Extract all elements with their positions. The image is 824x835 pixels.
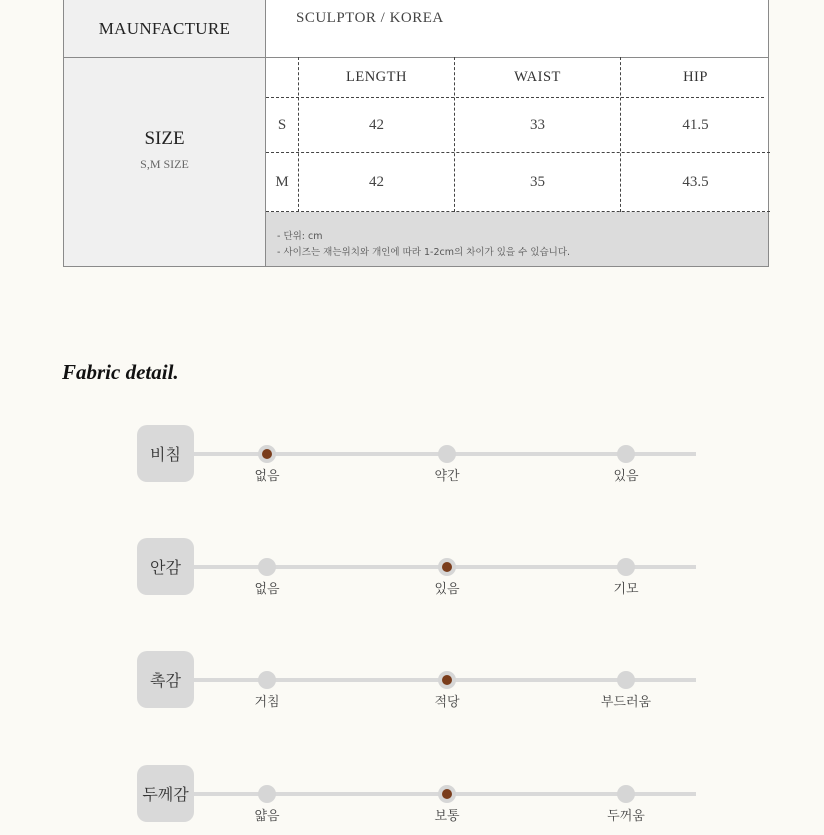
fabric-option-label: 기모 bbox=[613, 582, 639, 597]
manufacture-label: MAUNFACTURE bbox=[98, 18, 231, 38]
row-size-s: S bbox=[277, 116, 287, 133]
fabric-option-label: 없음 bbox=[254, 582, 280, 597]
fabric-option-label: 적당 bbox=[434, 695, 460, 710]
fabric-scale-dot-selected bbox=[438, 671, 456, 689]
fabric-option-label: 두꺼움 bbox=[607, 809, 645, 824]
fabric-row-label: 촉감 bbox=[137, 651, 194, 708]
fabric-option-label: 거침 bbox=[254, 695, 280, 710]
fabric-row bbox=[0, 425, 824, 495]
fabric-row bbox=[0, 651, 824, 721]
spec-table bbox=[63, 0, 769, 267]
fabric-option-label: 약간 bbox=[434, 469, 460, 484]
size-note: - 단위: cm bbox=[277, 231, 323, 242]
cell-m-length: 42 bbox=[369, 173, 384, 190]
col-header-hip: HIP bbox=[683, 68, 708, 85]
fabric-option-label: 있음 bbox=[434, 582, 460, 597]
size-label: SIZE bbox=[144, 128, 185, 149]
size-note: - 사이즈는 재는위치와 개인에 따라 1-2cm의 차이가 있을 수 있습니다. bbox=[277, 247, 571, 258]
row-size-m: M bbox=[275, 173, 289, 190]
fabric-scale-dot-selected bbox=[438, 558, 456, 576]
fabric-scale-dot bbox=[438, 445, 456, 463]
fabric-row bbox=[0, 538, 824, 608]
fabric-row bbox=[0, 765, 824, 835]
col-header-length: LENGTH bbox=[346, 68, 407, 85]
fabric-option-label: 있음 bbox=[613, 469, 639, 484]
fabric-scale-dot bbox=[258, 671, 276, 689]
fabric-scale-dot bbox=[258, 558, 276, 576]
cell-m-hip: 43.5 bbox=[682, 173, 709, 190]
cell-s-hip: 41.5 bbox=[682, 116, 709, 133]
manufacture-value: SCULPTOR / KOREA bbox=[296, 9, 444, 26]
fabric-scale-dot bbox=[617, 785, 635, 803]
fabric-option-label: 부드러움 bbox=[600, 695, 652, 710]
fabric-scale-dot-selected bbox=[258, 445, 276, 463]
cell-s-waist: 33 bbox=[530, 116, 545, 133]
fabric-detail-title: Fabric detail. bbox=[62, 360, 179, 384]
size-sub-label: S,M SIZE bbox=[140, 157, 189, 171]
cell-m-waist: 35 bbox=[530, 173, 545, 190]
fabric-row-label: 비침 bbox=[137, 425, 194, 482]
fabric-scale-dot bbox=[258, 785, 276, 803]
fabric-scale-dot bbox=[617, 445, 635, 463]
fabric-scale-dot-selected bbox=[438, 785, 456, 803]
fabric-option-label: 보통 bbox=[434, 809, 460, 824]
fabric-row-label: 안감 bbox=[137, 538, 194, 595]
fabric-row-label: 두께감 bbox=[137, 765, 194, 822]
fabric-option-label: 없음 bbox=[254, 469, 280, 484]
cell-s-length: 42 bbox=[369, 116, 384, 133]
col-header-waist: WAIST bbox=[514, 68, 561, 85]
fabric-option-label: 얇음 bbox=[254, 809, 280, 824]
fabric-scale-dot bbox=[617, 558, 635, 576]
fabric-scale-dot bbox=[617, 671, 635, 689]
